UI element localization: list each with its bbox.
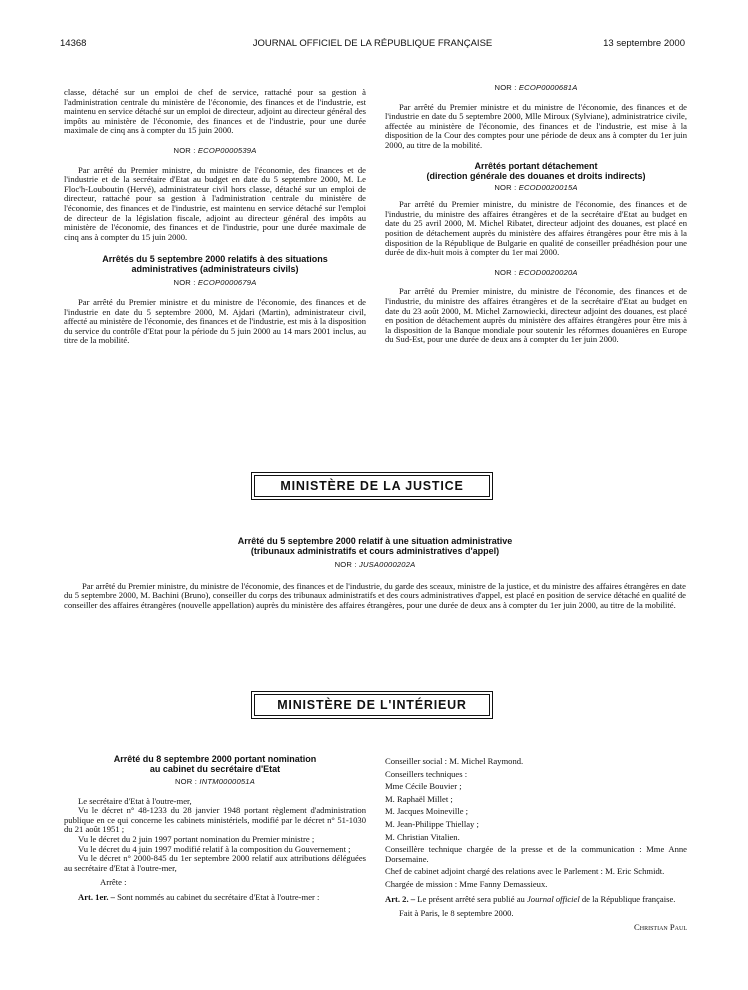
interieur-left-column — [64, 754, 366, 903]
journal-title: JOURNAL OFFICIEL DE LA RÉPUBLIQUE FRANÇAISE — [252, 38, 493, 49]
list-item: Chef de cabinet adjoint chargé des relations avec le Parlement : M. Eric Schmidt. — [385, 866, 665, 877]
list-item: Mme Cécile Bouvier ; — [385, 781, 462, 792]
list-item: Conseillers techniques : — [385, 768, 468, 779]
nor-reference: NOR : INTM0000051A — [175, 777, 255, 786]
section-title: Arrêtés portant détachement (direction générale des douanes et droits indirects) — [426, 160, 646, 181]
page-header — [60, 38, 685, 54]
left-column — [64, 88, 366, 346]
list-item: Chargée de mission : Mme Fanny Demassieux. — [385, 878, 548, 889]
nor-reference: NOR : ECOP0000681A — [494, 83, 578, 92]
list-item: M. Christian Vitalien. — [385, 831, 460, 842]
closing-line: Fait à Paris, le 8 septembre 2000. — [399, 908, 514, 919]
list-item: M. Jean-Philippe Thiellay ; — [385, 818, 479, 829]
ministry-title: MINISTÈRE DE L'INTÉRIEUR — [277, 698, 467, 712]
paragraph: Vu le décret n° 48-1233 du 28 janvier 1948 portant règlement d'administration publique en ce qui concerne les cabinets ministériels, modifié par le décret n° 51-1030 du 21 août 1951 ; — [64, 805, 366, 835]
right-column — [385, 83, 687, 345]
paragraph: Par arrêté du Premier ministre, du ministre de l'économie, des finances et de l'industrie, du ministre des affaires étrangères et de la secrétaire d'Etat au budget en date du 25 avril 2000, M. Michel Ribatet, directeur adjoint des douanes, est placé en position de détachement auprès du ministère des affaires étrangères pour être mis à la disposition de la République de Bulgarie en qualité de conseiller préadhésion pour une durée de dix-huit mois à compter du 1er mai 2000. — [385, 199, 687, 258]
paragraph: classe, détaché sur un emploi de chef de service, rattaché pour sa gestion à l'administration centrale du ministère de l'économie, des finances et de l'industrie, est maintenu en service détaché sur un emploi de directeur, adjoint au directeur général des impôts au ministère de l'économie, des finances et de l'industrie, pour une durée maximale de cinq ans à compter du 15 juin 2000. — [64, 87, 366, 136]
issue-date: 13 septembre 2000 — [603, 38, 685, 49]
paragraph: Par arrêté du Premier ministre, du ministre de l'économie, des finances et de l'industrie, du ministre des affaires étrangères et de la secrétaire d'Etat au budget en date du 23 août 2000, M. Michel Zarnowiecki, directeur adjoint des douanes, est placé en position de détachement auprès du ministère des affaires étrangères pour être mis à la disposition de la Banque mondiale pour soutenir les réformes douanières en Europe du Sud-Est, pour une durée de deux ans à compter du 1er juin 2000. — [385, 286, 687, 345]
list-item: Conseillère technique chargée de la presse et de la communication : Mme Anne Dorsemaine. — [385, 844, 687, 864]
ministry-justice-box — [251, 472, 493, 500]
section-title: Arrêté du 8 septembre 2000 portant nomination au cabinet du secrétaire d'Etat — [113, 754, 317, 774]
paragraph: Par arrêté du Premier ministre et du ministre de l'économie, des finances et de l'industrie en date du 5 septembre 2000, M. Ajdari (Martin), administrateur civil, affecté au ministère de l'économie, des finances et de l'industrie, est mis à la disposition du service du contrôle d'Etat pour la période du 5 juin 2000 au 14 mars 2001 inclus, au titre de la mobilité. — [64, 296, 366, 346]
list-item: M. Jacques Moineville ; — [385, 806, 469, 817]
paragraph: Vu le décret du 4 juin 1997 modifié relatif à la composition du Gouvernement ; — [78, 843, 351, 854]
signature: Christian Paul — [634, 921, 687, 932]
paragraph: Par arrêté du Premier ministre, du ministre de l'économie, des finances et de l'industrie, du garde des sceaux, ministre de la justice, et du ministre des affaires étrangères en date du 5 septembre 2000, M. Bachini (Bruno), conseiller du corps des tribunaux administratifs et des cours administratives d'appel, est placé en position de service détaché en qualité de conseiller des affaires étrangères (nouvelle appellation) auprès du ministère des affaires étrangères, pour une durée de deux ans à compter du 1er juin 2000, au titre de la mobilité. — [64, 580, 686, 610]
nor-reference: NOR : ECOP0000679A — [173, 278, 257, 288]
justice-section — [64, 536, 686, 610]
ministry-title: MINISTÈRE DE LA JUSTICE — [280, 479, 464, 493]
paragraph: Par arrêté du Premier ministre et du ministre de l'économie, des finances et de l'industrie en date du 5 septembre 2000, Mlle Miroux (Sylviane), administratrice civile, affectée au ministère de l'économie, des finances et de l'industrie, est mise à la disposition de la Cour des comptes pour une période de deux ans à compter du 1er juin 2000, au titre de la mobilité. — [385, 101, 687, 150]
section-title: Arrêté du 5 septembre 2000 relatif à une situation administrative (tribunaux administratifs et cours administratives d'appel) — [237, 536, 513, 556]
paragraph: Par arrêté du Premier ministre, du ministre de l'économie, des finances et de l'industrie et de la secrétaire d'Etat au budget en date du 5 septembre 2000, M. Le Floc'h-Louboutin (Hervé), administrateur civil hors classe, détaché sur un emploi de directeur, rattaché pour sa gestion à l'administration centrale du ministère de l'économie, des finances et de l'industrie, est maintenu en service détaché sur l'emploi de directeur de la législation fiscale, adjoint au directeur général des impôts au ministère de l'économie, des finances et de l'industrie, pour une durée maximale de cinq ans à compter du 15 juin 2000. — [64, 164, 366, 242]
nor-reference: NOR : ECOP0000539A — [173, 145, 257, 155]
nor-reference: NOR : ECOD0020020A — [494, 267, 578, 277]
nor-reference: NOR : ECOD0020015A — [494, 182, 578, 192]
paragraph: Vu le décret n° 2000-845 du 1er septembre 2000 relatif aux attributions déléguées au secrétaire d'Etat à l'outre-mer, — [64, 853, 366, 873]
list-item: Conseiller social : M. Michel Raymond. — [385, 756, 524, 766]
list-item: M. Raphaël Millet ; — [385, 793, 453, 804]
page-number: 14368 — [60, 38, 87, 49]
nor-reference: NOR : JUSA0000202A — [334, 560, 416, 569]
section-title: Arrêtés du 5 septembre 2000 relatifs à des situations administratives (administrateurs civils) — [102, 254, 328, 275]
interieur-right-column — [385, 757, 687, 932]
paragraph: Arrête : — [100, 877, 127, 888]
article-1: Art. 1er. – Sont nommés au cabinet du secrétaire d'Etat à l'outre-mer : — [78, 891, 320, 902]
article-2: Art. 2. – Le présent arrêté sera publié au Journal officiel de la République française. — [385, 893, 676, 904]
ministry-interieur-box — [251, 691, 493, 719]
paragraph: Le secrétaire d'Etat à l'outre-mer, — [78, 795, 192, 806]
paragraph: Vu le décret du 2 juin 1997 portant nomination du Premier ministre ; — [78, 833, 315, 844]
